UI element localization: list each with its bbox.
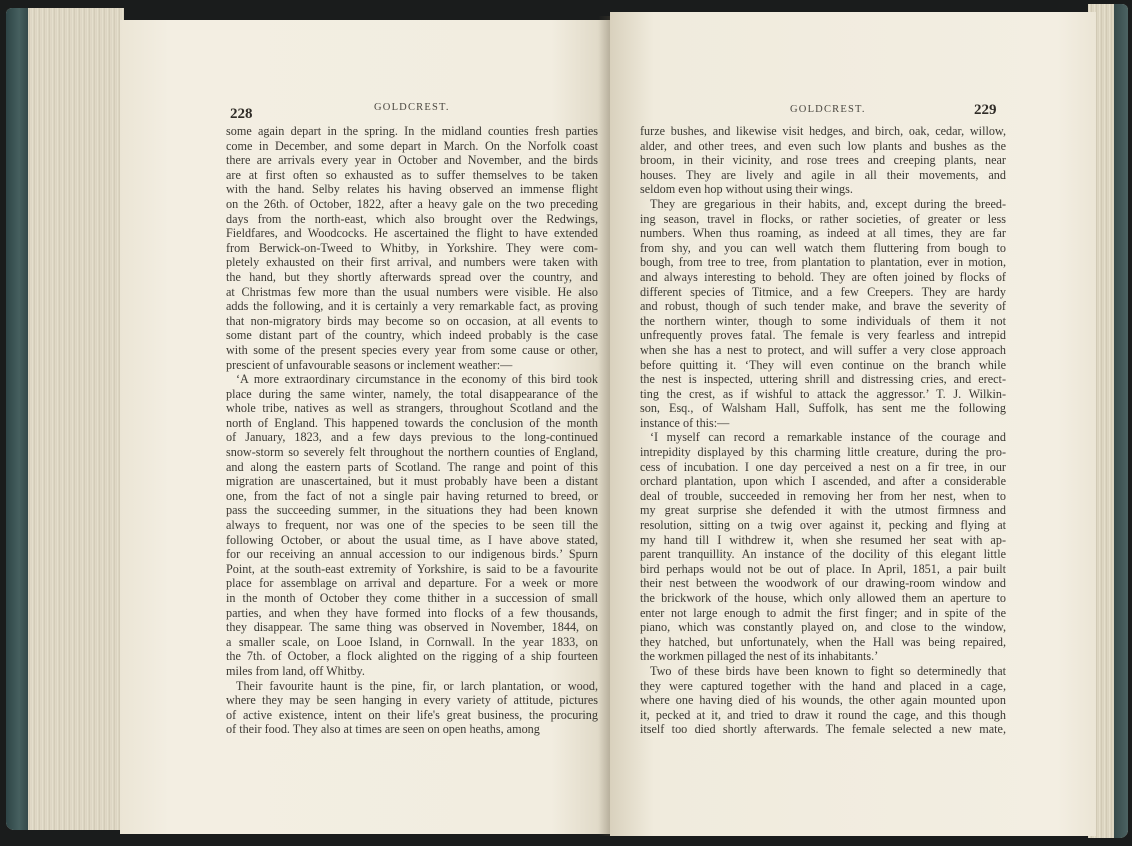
text-line: and along the eastern parts of Scotland. The range and point of this: [226, 459, 598, 474]
left-running-head: GOLDCREST.: [374, 102, 450, 113]
text-line: houses. They are lively and agile in all their movements, and: [640, 167, 1006, 182]
text-line: are at first often so exhausted as to suffer themselves to be taken: [226, 167, 598, 182]
text-line: unfrequently proves fatal. The female is very fearless and intrepid: [640, 328, 1006, 343]
text-line: parties, and when they have formed into flocks of a few thousands,: [226, 605, 598, 620]
right-page-text: [640, 124, 1006, 737]
text-line: resolution, sitting on a twig over against it, pecking and flying at: [640, 518, 1006, 533]
text-line: they disappear. The same thing was observed in November, 1844, on: [226, 620, 598, 635]
text-line: some distant part of the country, which indeed probably is the case: [226, 328, 598, 343]
text-line: Their favourite haunt is the pine, fir, or larch plantation, or wood,: [236, 678, 598, 693]
right-running-head: GOLDCREST.: [790, 104, 866, 115]
text-line: son, Esq., of Walsham Hall, Suffolk, has sent me the following: [640, 401, 1006, 416]
text-line: of active existence, intent on their life's great business, the procuring: [226, 707, 598, 722]
text-line: days from the north-east, which also brought over the Redwings,: [226, 211, 598, 226]
text-line: ing season, travel in flocks, or rather societies, of greater or less: [640, 211, 1006, 226]
text-line: north of England. This happened towards the conclusion of the month: [226, 415, 598, 430]
text-line: where they may be seen hanging in every variety of attitude, pictures: [226, 693, 598, 708]
text-line: place for assemblage on arrival and departure. For a week or more: [226, 576, 598, 591]
text-line: broom, in their vicinity, and rose trees and creeping plants, near: [640, 153, 1006, 168]
text-line: whole tribe, natives as well as strangers, throughout Scotland and the: [226, 401, 598, 416]
text-line: deal of trouble, succeeded in removing her from her nest, when to: [640, 488, 1006, 503]
text-line: instance of this:—: [640, 415, 730, 430]
text-line: always to frequent, nor was one of the species to be seen till the: [226, 518, 598, 533]
text-line: bird perhaps would not be out of place. In April, 1851, a pair built: [640, 561, 1006, 576]
text-line: when she has a nest to protect, and will suffer a very close approach: [640, 342, 1006, 357]
text-line: a smaller scale, on Looe Island, in Cornwall. In the year 1833, on: [226, 634, 598, 649]
text-line: in the month of October they come thither in a succession of small: [226, 591, 598, 605]
text-line: some again depart in the spring. In the midland counties fresh parties: [226, 124, 598, 138]
text-line: where one having died of his wounds, the other again mounted upon: [640, 693, 1006, 708]
text-line: ‘A more extraordinary circumstance in the economy of this bird took: [236, 372, 598, 387]
left-page-edges: [6, 8, 124, 830]
text-line: adds the following, and it is certainly a very remarkable fact, as proving: [226, 299, 598, 314]
text-line: from Berwick-on-Tweed to Whitby, in Yorkshire. They were com-: [226, 240, 598, 255]
text-line: ‘I myself can record a remarkable instance of the courage and: [650, 430, 1006, 445]
text-line: on the 26th. of October, 1822, after a heavy gale on the two preceding: [226, 196, 598, 211]
text-line: prescient of unfavourable seasons or inclement weather:—: [226, 357, 513, 372]
text-line: of January, 1823, and a few days previous to the long-continued: [226, 430, 598, 445]
text-line: with some of the present species every year from some cause or other,: [226, 342, 598, 357]
text-line: they hatched, but unfortunately, when the Hall was being repaired,: [640, 634, 1006, 649]
text-line: alder, and other trees, and even such low plants and bushes as the: [640, 138, 1006, 153]
text-line: my hand till I withdrew it, when she resumed her seat with ap-: [640, 532, 1006, 547]
text-line: come in December, and some depart in March. On the Norfolk coast: [226, 138, 598, 153]
text-line: from shy, and you can well watch them fluttering from bough to: [640, 240, 1006, 255]
text-line: of their food. They also at times are seen on open heaths, among: [226, 722, 540, 737]
text-line: that non-migratory birds may become so on occasion, at all events to: [226, 313, 598, 328]
text-line: cess of incubation. I one day perceived a nest on a fir tree, in our: [640, 459, 1006, 474]
text-line: seldom even hop without using their wings.: [640, 182, 853, 197]
text-line: it, pecked at it, and tried to draw it round the cage, and this though: [640, 707, 1006, 722]
text-line: enter not large enough to admit the first finger; and in spite of the: [640, 605, 1006, 620]
text-line: piano, which was constantly played on, and close to the window,: [640, 620, 1006, 635]
text-line: for our receiving an annual accession to our indigenous birds.’ Spurn: [226, 547, 598, 562]
text-line: their nest between the woodwork of our drawing-room window and: [640, 576, 1006, 591]
text-line: snow-storm so severely felt throughout the northern counties of England,: [226, 445, 598, 460]
text-line: and robust, though of such tender make, and brave the severity of: [640, 299, 1006, 314]
text-line: the hand, but they shortly afterwards spread over the country, and: [226, 269, 598, 284]
right-page: [610, 12, 1096, 836]
text-line: with the hand. Selby relates his having observed an immense flight: [226, 182, 598, 197]
text-line: orchard plantation, upon which I ascended, and after a considerable: [640, 474, 1006, 489]
text-line: the nest is inspected, uttering shrill and distressing cries, and erect-: [640, 372, 1006, 387]
text-line: They are gregarious in their habits, and, except during the breed-: [650, 196, 1006, 211]
text-line: the brickwork of the house, which only allowed them an aperture to: [640, 591, 1006, 605]
text-line: the 7th. of October, a flock alighted on the rigging of a ship fourteen: [226, 649, 598, 664]
text-line: pass the succeeding summer, in the situations they had been known: [226, 503, 598, 518]
left-page: [120, 20, 610, 834]
text-line: bough, from tree to tree, from plantation to plantation, ever in motion,: [640, 255, 1006, 270]
text-line: and always interesting to behold. They are often joined by flocks of: [640, 269, 1006, 284]
text-line: following October, or about the usual time, as I have above stated,: [226, 532, 598, 547]
text-line: ting the crest, as if wishful to attack the aggressor.’ T. J. Wilkin-: [640, 386, 1006, 401]
text-line: different species of Titmice, and a few Creepers. They are hardy: [640, 284, 1006, 299]
text-line: migration are unascertained, but it must probably have been a distant: [226, 474, 598, 489]
text-line: my great surprise she defended it with the utmost firmness and: [640, 503, 1006, 518]
text-line: place during the same winter, namely, the total disappearance of the: [226, 386, 598, 401]
text-line: parent tranquillity. An instance of the docility of this elegant little: [640, 547, 1006, 562]
text-line: they were captured together with the hand and placed in a cage,: [640, 678, 1006, 693]
right-page-number: 229: [974, 102, 997, 118]
text-line: there are arrivals every year in October and November, and the birds: [226, 153, 598, 168]
text-line: Two of these birds have been known to fight so determinedly that: [650, 663, 1006, 678]
text-line: the workmen pillaged the nest of its inhabitants.’: [640, 649, 879, 664]
text-line: one, from the fact of not a single pair having returned to breed, or: [226, 488, 598, 503]
text-line: before quitting it. ‘They will even continue on the branch while: [640, 357, 1006, 372]
left-page-number: 228: [230, 106, 253, 122]
text-line: furze bushes, and likewise visit hedges, and birch, oak, cedar, willow,: [640, 124, 1006, 138]
text-line: the northern winter, though to some individuals of them it not: [640, 313, 1006, 328]
text-line: Fieldfares, and Woodcocks. He ascertained the flight to have extended: [226, 226, 598, 241]
text-line: at Christmas few more than the usual numbers were visible. He also: [226, 284, 598, 299]
text-line: numbers. When thus roaming, as indeed at all times, they are far: [640, 226, 1006, 241]
text-line: intrepidity displayed by this charming little creature, during the pro-: [640, 445, 1006, 460]
left-page-text: [226, 124, 598, 737]
text-line: itself too died shortly afterwards. The female selected a new mate,: [640, 722, 1006, 737]
text-line: miles from land, off Whitby.: [226, 663, 365, 678]
text-line: Point, at the south-east extremity of Yorkshire, is said to be a favourite: [226, 561, 598, 576]
text-line: pletely exhausted on their first arrival, and numbers were taken with: [226, 255, 598, 270]
